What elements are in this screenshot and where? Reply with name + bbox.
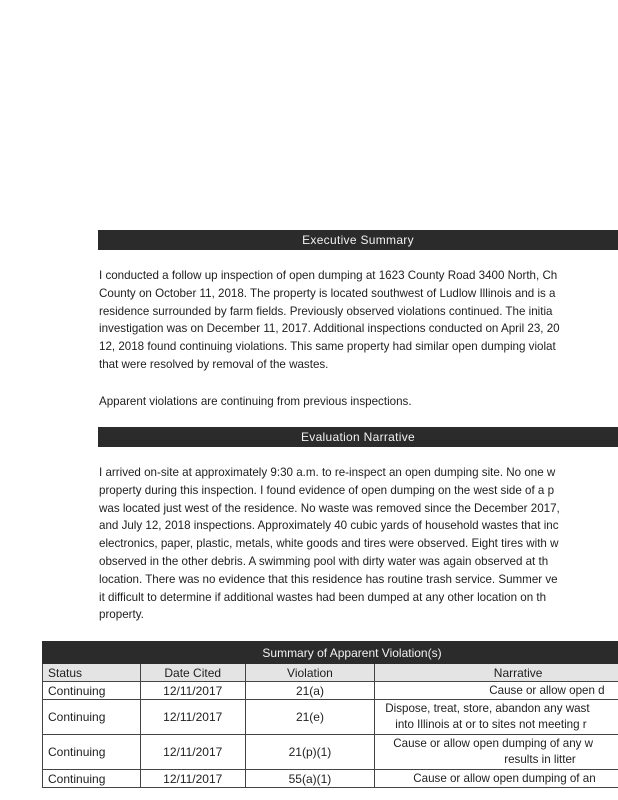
paragraph-line: residence surrounded by farm fields. Previously observed violations continued. The initia bbox=[99, 304, 553, 318]
column-header-narrative: Narrative bbox=[375, 664, 618, 682]
table-row bbox=[43, 682, 618, 700]
paragraph-line: it difficult to determine if additional wastes had been dumped at any other location on th bbox=[99, 590, 547, 604]
column-header-date-cited: Date Cited bbox=[140, 664, 245, 682]
violations-table-header bbox=[43, 664, 618, 682]
narrative-cell bbox=[375, 735, 618, 770]
date-cited-cell: 12/11/2017 bbox=[140, 770, 245, 788]
narrative-line: results in litter bbox=[504, 753, 576, 766]
paragraph-line: investigation was on December 11, 2017. Additional inspections conducted on April 23, 20 bbox=[99, 322, 560, 336]
table-row bbox=[43, 770, 618, 788]
paragraph-line: location. There was no evidence that this residence has routine trash service. Summer ve bbox=[99, 572, 558, 586]
paragraph-line: was located just west of the residence. No waste was removed since the December 2017, bbox=[99, 501, 560, 515]
narrative-cell bbox=[375, 770, 618, 788]
narrative-cell bbox=[375, 682, 618, 700]
executive-summary-conclusion bbox=[99, 393, 618, 411]
column-header-status: Status bbox=[43, 664, 141, 682]
paragraph-line: I conducted a follow up inspection of open dumping at 1623 County Road 3400 North, Ch bbox=[99, 269, 558, 282]
paragraph-line: electronics, paper, plastic, metals, white goods and tires were observed. Eight tires with w bbox=[99, 537, 559, 551]
violation-cell: 55(a)(1) bbox=[245, 770, 375, 788]
status-cell: Continuing bbox=[43, 682, 141, 700]
date-cited-cell: 12/11/2017 bbox=[140, 735, 245, 770]
narrative-line: Cause or allow open d bbox=[489, 683, 605, 697]
narrative-cell bbox=[375, 700, 618, 735]
table-row bbox=[43, 700, 618, 735]
conclusion-line: Apparent violations are continuing from previous inspections. bbox=[99, 395, 412, 408]
evaluation-narrative-heading: Evaluation Narrative bbox=[98, 427, 618, 447]
paragraph-line: property. bbox=[99, 608, 144, 622]
paragraph-line: property during this inspection. I found evidence of open dumping on the west side of a p bbox=[99, 483, 555, 497]
paragraph-line: I arrived on-site at approximately 9:30 a.m. to re-inspect an open dumping site. No one w bbox=[99, 466, 556, 479]
narrative-line: Cause or allow open dumping of an bbox=[413, 771, 596, 785]
executive-summary-paragraph bbox=[99, 267, 618, 374]
violations-table bbox=[42, 641, 618, 788]
paragraph-line: 12, 2018 found continuing violations. This same property had similar open dumping violat bbox=[99, 340, 556, 354]
narrative-line: Dispose, treat, store, abandon any wast bbox=[385, 702, 590, 715]
date-cited-cell: 12/11/2017 bbox=[140, 682, 245, 700]
status-cell: Continuing bbox=[43, 735, 141, 770]
paragraph-line: County on October 11, 2018. The property is located southwest of Ludlow Illinois and is a bbox=[99, 286, 556, 300]
violation-cell: 21(e) bbox=[245, 700, 375, 735]
narrative-line: into Illinois at or to sites not meeting r bbox=[395, 718, 587, 731]
column-header-violation: Violation bbox=[245, 664, 375, 682]
violations-table-title-row bbox=[43, 642, 618, 664]
violations-table-title: Summary of Apparent Violation(s) bbox=[43, 642, 618, 664]
executive-summary-heading: Executive Summary bbox=[98, 230, 618, 250]
violation-cell: 21(p)(1) bbox=[245, 735, 375, 770]
status-cell: Continuing bbox=[43, 770, 141, 788]
status-cell: Continuing bbox=[43, 700, 141, 735]
table-row bbox=[43, 735, 618, 770]
violation-cell: 21(a) bbox=[245, 682, 375, 700]
paragraph-line: that were resolved by removal of the wastes. bbox=[99, 357, 329, 371]
date-cited-cell: 12/11/2017 bbox=[140, 700, 245, 735]
narrative-line: Cause or allow open dumping of any w bbox=[393, 737, 594, 750]
paragraph-line: and July 12, 2018 inspections. Approximately 40 cubic yards of household wastes that inc bbox=[99, 519, 559, 533]
evaluation-narrative-paragraph bbox=[99, 464, 618, 624]
paragraph-line: observed in the other debris. A swimming pool with dirty water was again observed at th bbox=[99, 554, 549, 568]
